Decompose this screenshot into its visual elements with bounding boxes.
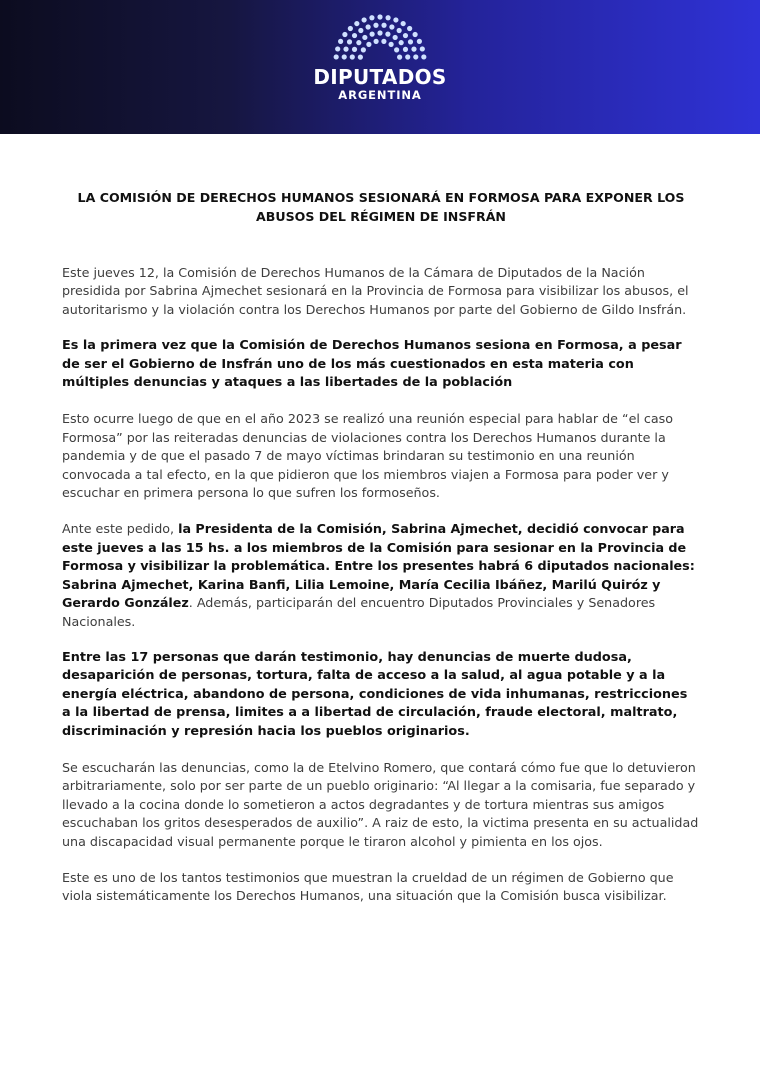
paragraph-6: Se escucharán las denuncias, como la de Etelvino Romero, que contará cómo fue que lo detuvieron arbitrariamente, solo por ser parte de un pueblo originario: “Al llegar a la comisaria, fue separado y llevado a la cocina donde lo sometieron a actos degradantes y de tortura mientras sus amigos escuchaban los gritos desesperados de auxilio”. A raiz de esto, la victima presenta en su actualidad una discapacidad visual permanente porque le tiraron alcohol y pimienta en los ojos.: [62, 759, 699, 849]
paragraph-5: Entre las 17 personas que darán testimonio, hay denuncias de muerte dudosa, desaparición de personas, tortura, falta de acceso a la salud, al agua potable y a la energía eléctrica, abandono de persona, condiciones de vida inhumanas, restricciones a la libertad de prensa, limites a a libertad de circulación, fraude electoral, maltrato, discriminación y represión hacia los pueblos originarios.: [62, 649, 688, 739]
paragraph-7: Este es uno de los tantos testimonios que muestran la crueldad de un régimen de Gobierno que viola sistemáticamente los Derechos Humanos, una situación que la Comisión busca visibilizar.: [62, 869, 674, 904]
paragraph-2: Es la primera vez que la Comisión de Derechos Humanos sesiona en Formosa, a pesar de ser el Gobierno de Insfrán uno de los más cuestionados en esta materia con múltiples denuncias y ataques a las libertades de la población: [62, 338, 682, 391]
logo-title: DIPUTADOS: [313, 65, 447, 89]
paragraph-4: [62, 520, 700, 630]
logo-subtitle: ARGENTINA: [338, 88, 422, 102]
paragraph-4-intro: Ante este pedido,: [62, 521, 179, 537]
paragraph-4-highlight: la Presidenta de la Comisión, Sabrina Ajmechet, decidió convocar para este jueves a las 15 hs. a los miembros de la Comisión para sesionar en la Provincia de Formosa y visibilizar la problemática. Entre los presentes habrá 6 diputados nacionales: Sabrina Ajmechet, Karina Banfi, Lilia Lemoine, María Cecilia Ibáñez, Marilú Quiróz y Gerardo González: [62, 521, 695, 611]
diputados-logo: [0, 14, 760, 102]
paragraph-3: Esto ocurre luego de que en el año 2023 se realizó una reunión especial para hablar de “el caso Formosa” por las reiteradas denuncias de violaciones contra los Derechos Humanos durante la pandemia y de que el pasado 7 de mayo víctimas brindaran su testimonio en una reunión convocada a tal efecto, en la que pidieron que los miembros viajen a Formosa para poder ver y escuchar en primera persona lo que sufren los formoseños.: [62, 411, 674, 501]
header-banner: [0, 0, 760, 134]
press-release: [62, 188, 700, 924]
chamber-dome-icon: [332, 14, 428, 64]
paragraph-4-end: . Además, participarán del encuentro Diputados Provinciales y Senadores Nacionales.: [62, 595, 656, 629]
paragraph-1: Este jueves 12, la Comisión de Derechos Humanos de la Cámara de Diputados de la Nación presidida por Sabrina Ajmechet sesionará en la Provincia de Formosa para visibilizar los abusos, el autoritarismo y la violación contra los Derechos Humanos por parte del Gobierno de Gildo Insfrán.: [62, 265, 689, 317]
document-title: LA COMISIÓN DE DERECHOS HUMANOS SESIONARÁ EN FORMOSA PARA EXPONER LOS ABUSOS DEL RÉGIMEN DE INSFRÁN: [77, 190, 685, 224]
